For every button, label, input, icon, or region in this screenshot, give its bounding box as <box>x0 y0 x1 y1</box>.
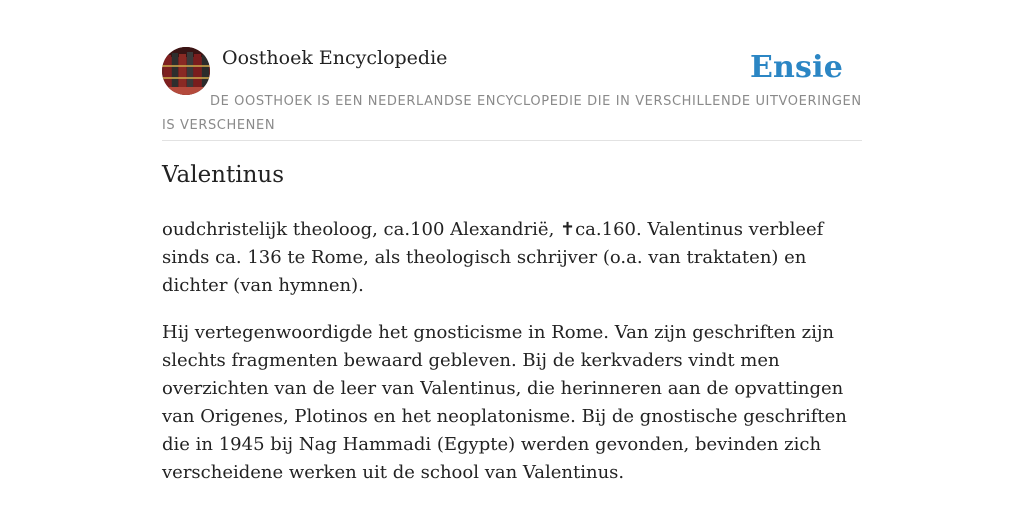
article-body <box>162 216 864 506</box>
site-tagline: DE OOSTHOEK IS EEN NEDERLANDSE ENCYCLOPEDIE DIE IN VERSCHILLENDE UITVOERINGEN IS VERSCHENEN <box>162 94 862 133</box>
article-paragraph: Hij vertegenwoordigde het gnosticisme in Rome. Van zijn geschriften zijn slechts fragmenten bewaard gebleven. Bij de kerkvaders vindt men overzichten van de leer van Valentinus, die herinneren aan de opvattingen van Origenes, Plotinos en het neoplatonisme. Bij de gnostische geschriften die in 1945 bij Nag Hammadi (Egypte) werden gevonden, bevinden zich verscheidene werken uit de school van Valentinus. <box>162 322 847 483</box>
article-paragraph: oudchristelijk theoloog, ca.100 Alexandrië, ✝ca.160. Valentinus verbleef sinds ca. 136 te Rome, als theologisch schrijver (o.a. van traktaten) en dichter (van hymnen). <box>162 219 824 296</box>
book-spines-icon[interactable] <box>162 47 210 95</box>
site-name[interactable]: Oosthoek Encyclopedie <box>222 47 448 69</box>
site-header <box>162 46 862 141</box>
article-title: Valentinus <box>162 162 285 188</box>
brand-logo[interactable]: Ensie <box>749 50 843 85</box>
